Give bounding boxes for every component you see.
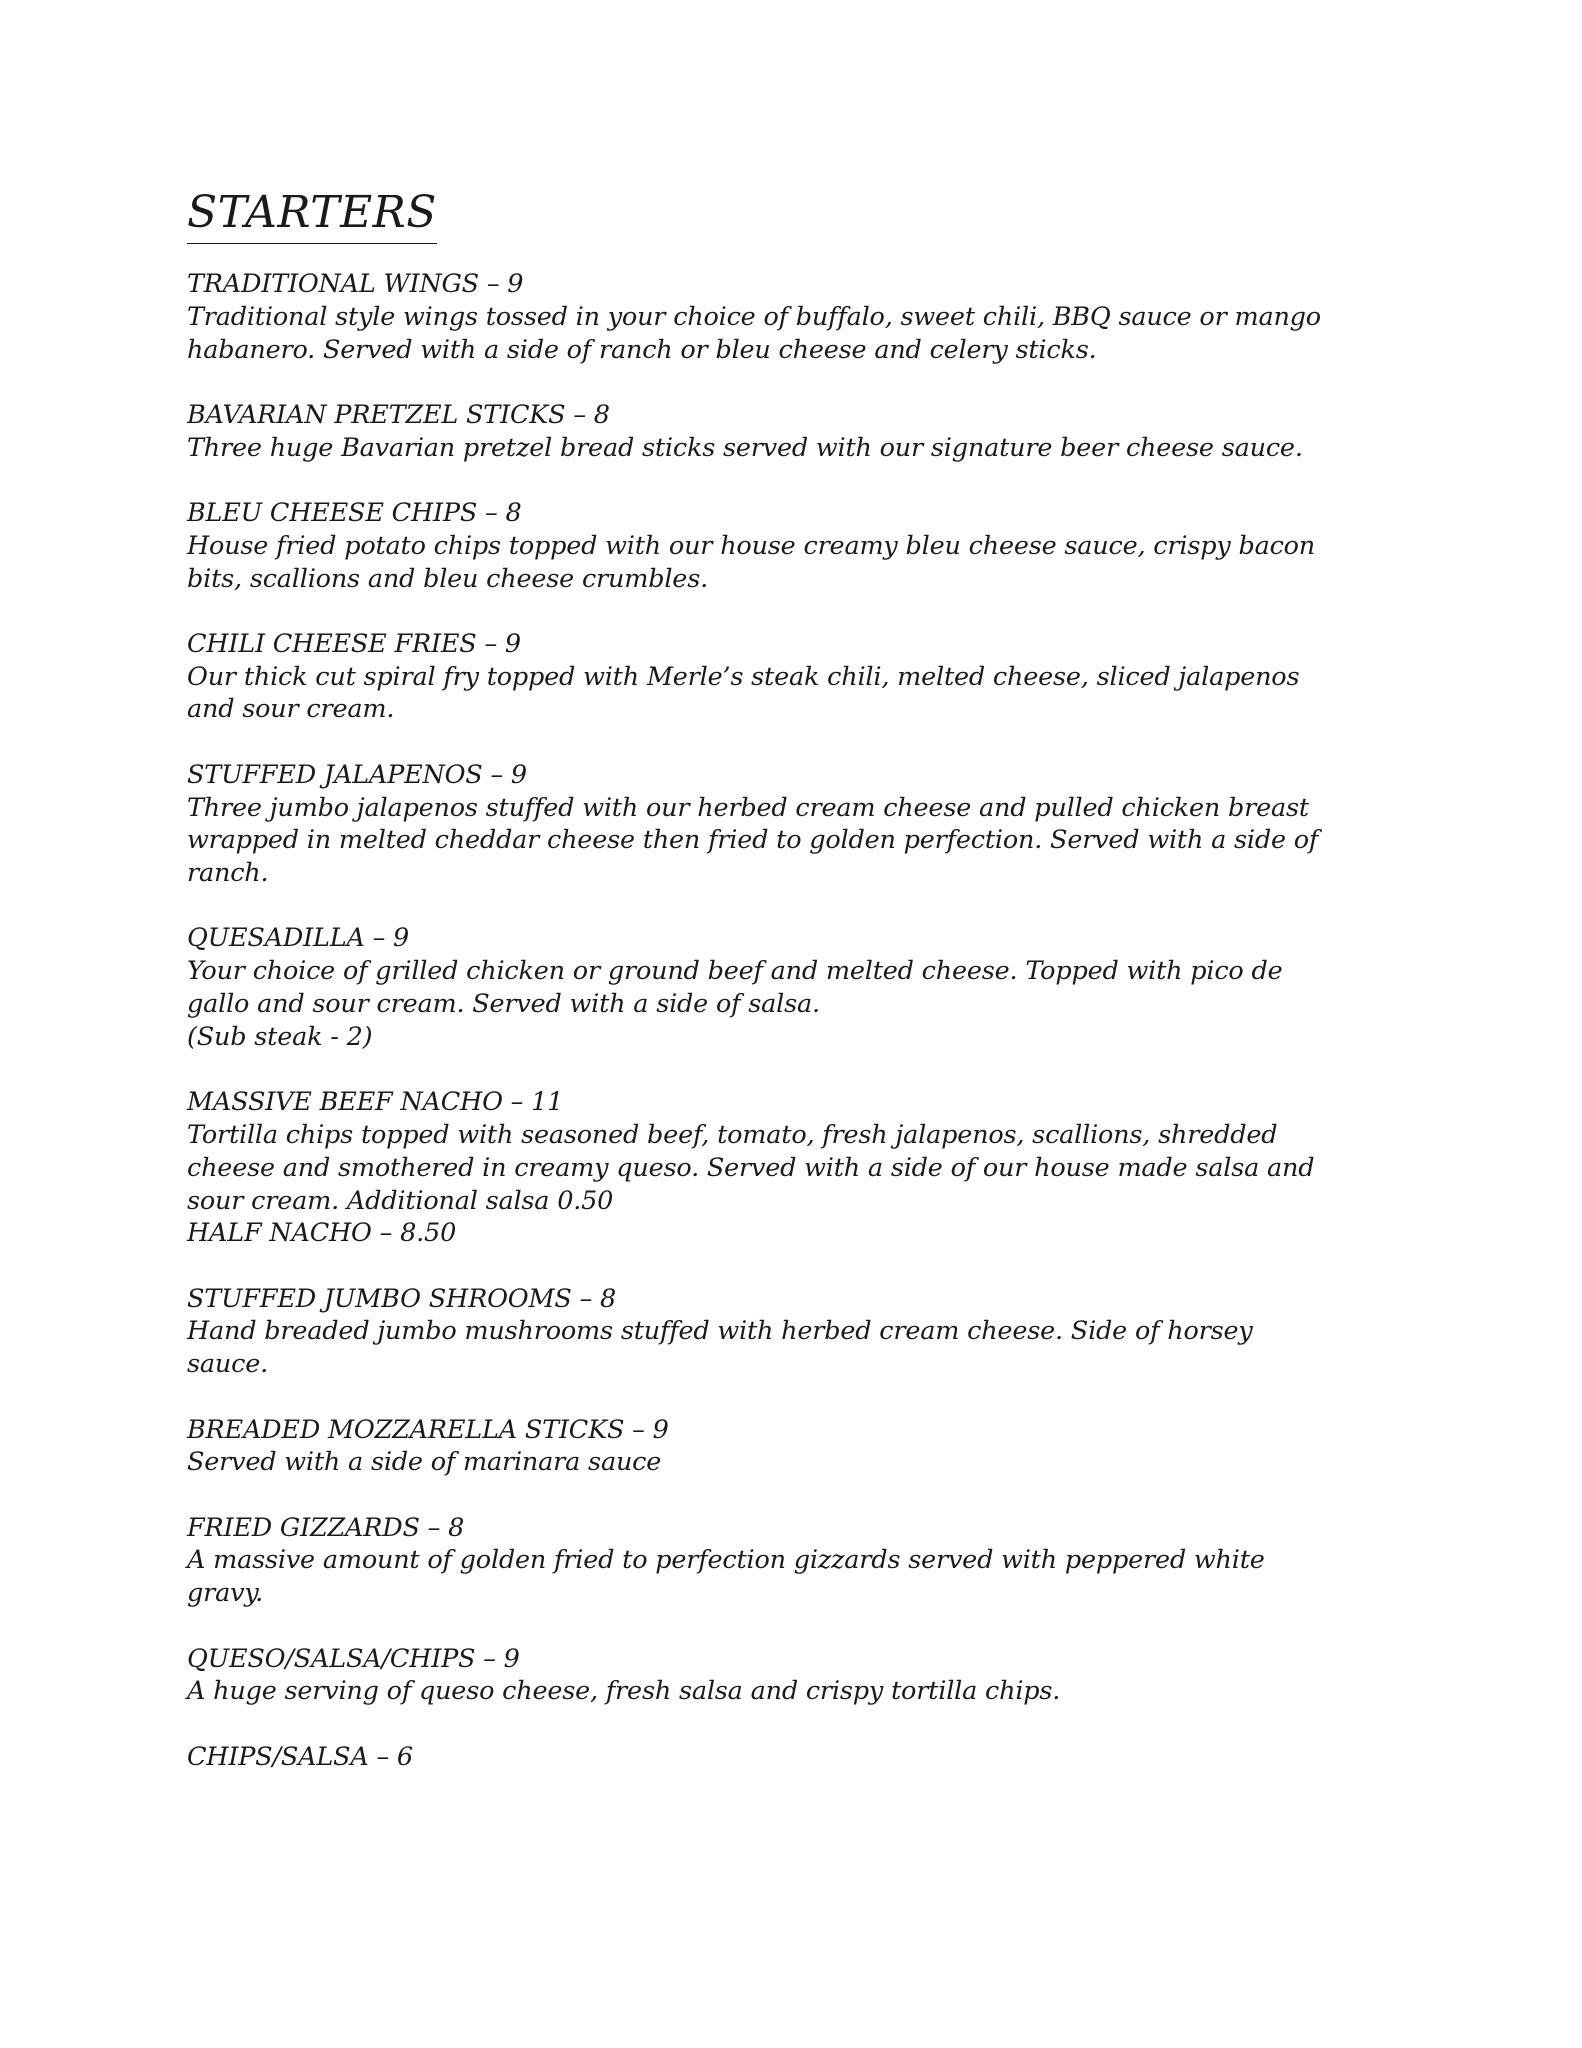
menu-item-description — [187, 792, 1397, 890]
menu-item — [187, 1643, 1397, 1709]
menu-item-description — [187, 1119, 1397, 1250]
description-line: sour cream. Additional salsa 0.50 — [187, 1185, 614, 1216]
menu-item — [187, 1086, 1397, 1250]
menu-item-heading: BAVARIAN PRETZEL STICKS – 8 — [187, 399, 610, 430]
description-line: ranch. — [187, 858, 269, 889]
description-line: sauce. — [187, 1349, 268, 1380]
description-line: and sour cream. — [187, 694, 395, 725]
description-line: wrapped in melted cheddar cheese then fried to golden perfection. Served with a side of — [187, 825, 1319, 856]
description-line: habanero. Served with a side of ranch or bleu cheese and celery sticks. — [187, 334, 1097, 365]
description-line: Our thick cut spiral fry topped with Merle’s steak chili, melted cheese, sliced jalapenos — [187, 661, 1300, 692]
description-line: Three jumbo jalapenos stuffed with our herbed cream cheese and pulled chicken breast — [187, 792, 1309, 823]
menu-item — [187, 1512, 1397, 1610]
description-line: HALF NACHO – 8.50 — [187, 1218, 457, 1249]
menu-item — [187, 628, 1397, 726]
menu-item-description — [187, 1446, 1397, 1479]
menu-item-heading: TRADITIONAL WINGS – 9 — [187, 269, 524, 299]
menu-item-description — [187, 432, 1397, 465]
description-line: gallo and sour cream. Served with a side of salsa. — [187, 989, 820, 1020]
menu-item-description — [187, 661, 1397, 727]
menu-item-description — [187, 955, 1397, 1053]
menu-item — [187, 497, 1397, 595]
starters-list — [187, 268, 1397, 1806]
menu-item-heading: QUESADILLA – 9 — [187, 923, 410, 954]
description-line: Hand breaded jumbo mushrooms stuffed with herbed cream cheese. Side of horsey — [187, 1316, 1253, 1347]
description-line: Three huge Bavarian pretzel bread sticks served with our signature beer cheese sauce. — [187, 432, 1303, 463]
description-line: bits, scallions and bleu cheese crumbles. — [187, 563, 708, 594]
menu-item-heading: STUFFED JALAPENOS – 9 — [187, 759, 527, 790]
menu-item-heading: CHIPS/SALSA – 6 — [187, 1741, 413, 1772]
description-line: A huge serving of queso cheese, fresh salsa and crispy tortilla chips. — [187, 1676, 1061, 1707]
menu-item — [187, 759, 1397, 890]
menu-item — [187, 268, 1397, 366]
description-line: House fried potato chips topped with our house creamy bleu cheese sauce, crispy bacon — [187, 530, 1316, 561]
menu-item-heading: FRIED GIZZARDS – 8 — [187, 1512, 465, 1543]
menu-item-description — [187, 1315, 1397, 1381]
menu-item — [187, 1283, 1397, 1381]
menu-item-heading: BREADED MOZZARELLA STICKS – 9 — [187, 1414, 669, 1445]
menu-item — [187, 922, 1397, 1053]
description-line: cheese and smothered in creamy queso. Served with a side of our house made salsa and — [187, 1152, 1315, 1183]
menu-item — [187, 1741, 1397, 1774]
description-line: gravy. — [187, 1578, 264, 1609]
menu-item-description — [187, 1675, 1397, 1708]
menu-item-heading: QUESO/SALSA/CHIPS – 9 — [187, 1643, 520, 1674]
description-line: Served with a side of marinara sauce — [187, 1447, 662, 1478]
description-line: Tortilla chips topped with seasoned beef, tomato, fresh jalapenos, scallions, shredded — [187, 1119, 1278, 1150]
description-line: Your choice of grilled chicken or ground beef and melted cheese. Topped with pico de — [187, 956, 1283, 987]
menu-item — [187, 1414, 1397, 1480]
menu-item-description — [187, 301, 1397, 367]
menu-item-description — [187, 1544, 1397, 1610]
menu-item-description — [187, 530, 1397, 596]
menu-item-heading: STUFFED JUMBO SHROOMS – 8 — [187, 1283, 617, 1314]
menu-item — [187, 399, 1397, 465]
menu-item-heading: BLEU CHEESE CHIPS – 8 — [187, 497, 522, 528]
description-line: Traditional style wings tossed in your choice of buffalo, sweet chili, BBQ sauce or mango — [187, 301, 1321, 332]
menu-item-heading: CHILI CHEESE FRIES – 9 — [187, 628, 521, 659]
page-title: STARTERS — [187, 185, 437, 244]
menu-item-heading: MASSIVE BEEF NACHO – 11 — [187, 1087, 564, 1118]
description-line: A massive amount of golden fried to perfection gizzards served with peppered white — [187, 1545, 1265, 1576]
description-line: (Sub steak - 2) — [187, 1021, 373, 1052]
